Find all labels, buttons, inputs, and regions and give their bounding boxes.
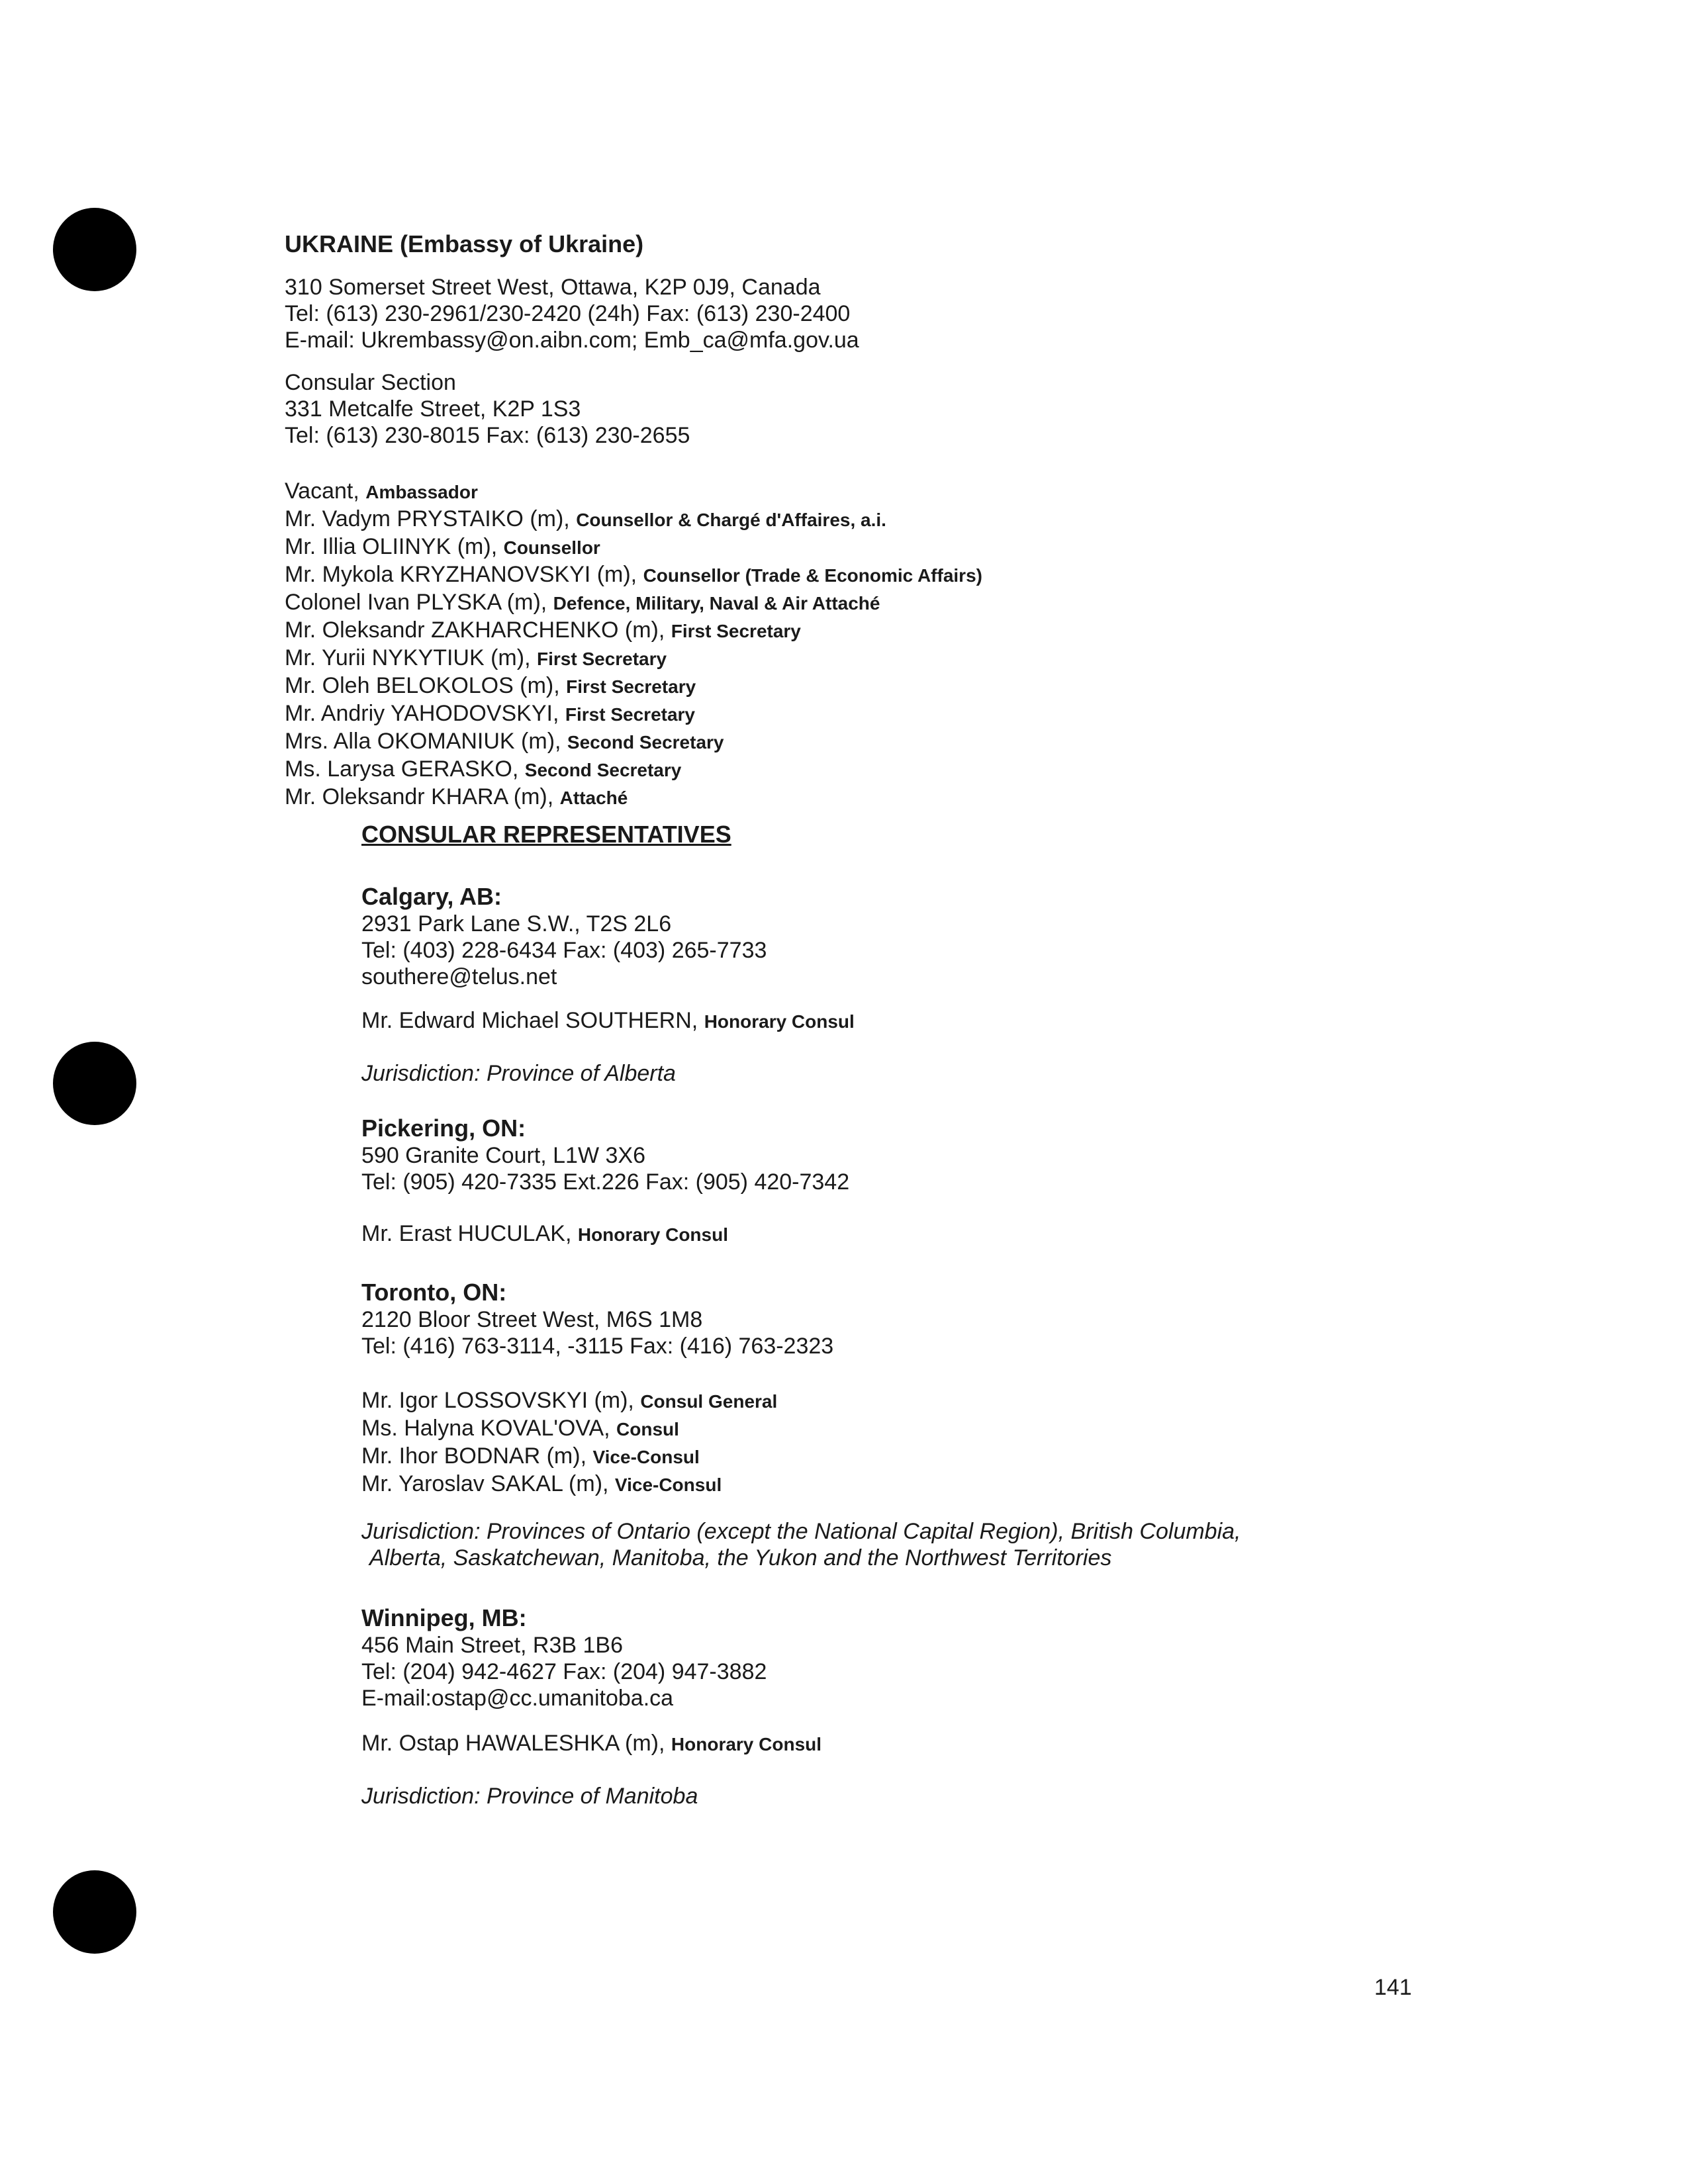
consul-name: Mr. Ihor BODNAR (m),: [361, 1443, 587, 1469]
winnipeg-address: 456 Main Street, R3B 1B6: [361, 1633, 624, 1658]
staff-name: Mr. Vadym PRYSTAIKO (m),: [285, 506, 570, 531]
staff-name: Ms. Larysa GERASKO,: [285, 756, 519, 782]
embassy-staff-list: [285, 478, 982, 811]
staff-title: Attaché: [559, 788, 628, 808]
consular-section-label: Consular Section: [285, 370, 456, 395]
winnipeg-city: Winnipeg, MB:: [361, 1604, 527, 1631]
embassy-address: 310 Somerset Street West, Ottawa, K2P 0J9, Canada: [285, 275, 821, 300]
staff-entry: [285, 617, 982, 645]
staff-title: Counsellor (Trade & Economic Affairs): [643, 565, 982, 586]
staff-title: Second Secretary: [524, 760, 682, 780]
winnipeg-email: E-mail:ostap@cc.umanitoba.ca: [361, 1686, 674, 1711]
staff-entry: [285, 533, 982, 561]
calgary-block: [361, 883, 767, 990]
consul-title: Honorary Consul: [671, 1734, 822, 1754]
staff-entry: [285, 589, 982, 617]
staff-name: Colonel Ivan PLYSKA (m),: [285, 590, 547, 615]
staff-title: Ambassador: [365, 482, 478, 502]
staff-title: First Secretary: [536, 649, 667, 669]
calgary-city: Calgary, AB:: [361, 883, 502, 910]
toronto-city: Toronto, ON:: [361, 1279, 507, 1306]
staff-entry: [285, 728, 982, 756]
calgary-address: 2931 Park Lane S.W., T2S 2L6: [361, 911, 672, 936]
consul-title: Consul: [616, 1419, 679, 1439]
staff-title: Counsellor: [503, 537, 600, 558]
consul-title: Consul General: [640, 1391, 778, 1412]
staff-name: Mr. Andriy YAHODOVSKYI,: [285, 701, 559, 726]
calgary-email: southere@telus.net: [361, 964, 557, 989]
pickering-address: 590 Granite Court, L1W 3X6: [361, 1143, 646, 1168]
consul-title: Honorary Consul: [704, 1011, 855, 1032]
staff-title: First Secretary: [565, 704, 695, 725]
staff-entry: [285, 700, 982, 728]
embassy-tel-fax: Tel: (613) 230-2961/230-2420 (24h) Fax: (613) 230-2400: [285, 301, 851, 326]
staff-entry: [285, 645, 982, 672]
embassy-title-text: UKRAINE (Embassy of Ukraine): [285, 230, 644, 257]
staff-entry: [285, 561, 982, 589]
staff-name: Vacant,: [285, 478, 359, 504]
staff-entry: [285, 784, 982, 811]
binder-hole-middle: [53, 1042, 136, 1125]
staff-entry: [285, 478, 982, 506]
toronto-tel-fax: Tel: (416) 763-3114, -3115 Fax: (416) 763-2323: [361, 1334, 834, 1359]
winnipeg-consul: [361, 1730, 821, 1758]
consular-section-address: 331 Metcalfe Street, K2P 1S3: [285, 396, 581, 422]
staff-title: Counsellor & Chargé d'Affaires, a.i.: [576, 510, 886, 530]
staff-title: First Secretary: [671, 621, 801, 641]
consul-entry: [361, 1220, 728, 1248]
consul-name: Mr. Erast HUCULAK,: [361, 1221, 572, 1246]
consul-entry: [361, 1007, 855, 1035]
consul-name: Mr. Yaroslav SAKAL (m),: [361, 1471, 609, 1496]
pickering-city: Pickering, ON:: [361, 1115, 526, 1142]
staff-name: Mr. Yurii NYKYTIUK (m),: [285, 645, 531, 670]
embassy-title: [285, 230, 643, 258]
pickering-consul: [361, 1220, 728, 1248]
embassy-email: E-mail: Ukrembassy@on.aibn.com; Emb_ca@mfa.gov.ua: [285, 328, 859, 353]
consul-entry: [361, 1730, 821, 1758]
binder-hole-bottom: [53, 1870, 136, 1954]
calgary-jurisdiction-text: Jurisdiction: Province of Alberta: [361, 1061, 676, 1086]
staff-name: Mr. Illia OLIINYK (m),: [285, 534, 498, 559]
winnipeg-tel-fax: Tel: (204) 942-4627 Fax: (204) 947-3882: [361, 1659, 767, 1684]
binder-hole-top: [53, 208, 136, 291]
calgary-jurisdiction: [361, 1060, 676, 1087]
consul-entry: [361, 1387, 777, 1415]
consul-entry: [361, 1471, 777, 1498]
toronto-jurisdiction: [361, 1518, 1241, 1571]
consul-name: Mr. Edward Michael SOUTHERN,: [361, 1008, 698, 1033]
toronto-staff-list: [361, 1387, 777, 1498]
pickering-tel-fax: Tel: (905) 420-7335 Ext.226 Fax: (905) 420-7342: [361, 1169, 850, 1195]
consul-title: Honorary Consul: [577, 1224, 728, 1245]
calgary-consul: [361, 1007, 855, 1035]
toronto-jurisdiction-line1: Jurisdiction: Provinces of Ontario (except the National Capital Region), British Columbia,: [361, 1519, 1241, 1544]
staff-entry: [285, 756, 982, 784]
staff-name: Mr. Oleksandr KHARA (m),: [285, 784, 554, 809]
pickering-block: [361, 1115, 849, 1195]
consular-heading: [361, 821, 731, 848]
consul-name: Ms. Halyna KOVAL'OVA,: [361, 1416, 610, 1441]
staff-entry: [285, 672, 982, 700]
consular-heading-text: CONSULAR REPRESENTATIVES: [361, 821, 731, 848]
consul-name: Mr. Igor LOSSOVSKYI (m),: [361, 1388, 634, 1413]
embassy-contact: [285, 274, 859, 353]
consular-section: [285, 369, 690, 449]
consul-title: Vice-Consul: [592, 1447, 700, 1467]
staff-title: First Secretary: [566, 676, 696, 697]
consul-entry: [361, 1443, 777, 1471]
toronto-block: [361, 1279, 833, 1359]
consul-name: Mr. Ostap HAWALESHKA (m),: [361, 1731, 665, 1756]
consul-entry: [361, 1415, 777, 1443]
staff-title: Second Secretary: [567, 732, 724, 752]
staff-name: Mr. Oleh BELOKOLOS (m),: [285, 673, 560, 698]
winnipeg-block: [361, 1604, 767, 1711]
consular-section-tel-fax: Tel: (613) 230-8015 Fax: (613) 230-2655: [285, 423, 690, 448]
page-number: 141: [1374, 1975, 1412, 2000]
staff-title: Defence, Military, Naval & Air Attaché: [553, 593, 880, 614]
winnipeg-jurisdiction: [361, 1783, 698, 1809]
toronto-jurisdiction-line2: Alberta, Saskatchewan, Manitoba, the Yukon and the Northwest Territories: [369, 1545, 1112, 1570]
staff-name: Mr. Oleksandr ZAKHARCHENKO (m),: [285, 617, 665, 643]
toronto-address: 2120 Bloor Street West, M6S 1M8: [361, 1307, 703, 1332]
staff-entry: [285, 506, 982, 533]
winnipeg-jurisdiction-text: Jurisdiction: Province of Manitoba: [361, 1784, 698, 1809]
calgary-tel-fax: Tel: (403) 228-6434 Fax: (403) 265-7733: [361, 938, 767, 963]
consul-title: Vice-Consul: [614, 1475, 722, 1495]
staff-name: Mr. Mykola KRYZHANOVSKYI (m),: [285, 562, 637, 587]
staff-name: Mrs. Alla OKOMANIUK (m),: [285, 729, 561, 754]
